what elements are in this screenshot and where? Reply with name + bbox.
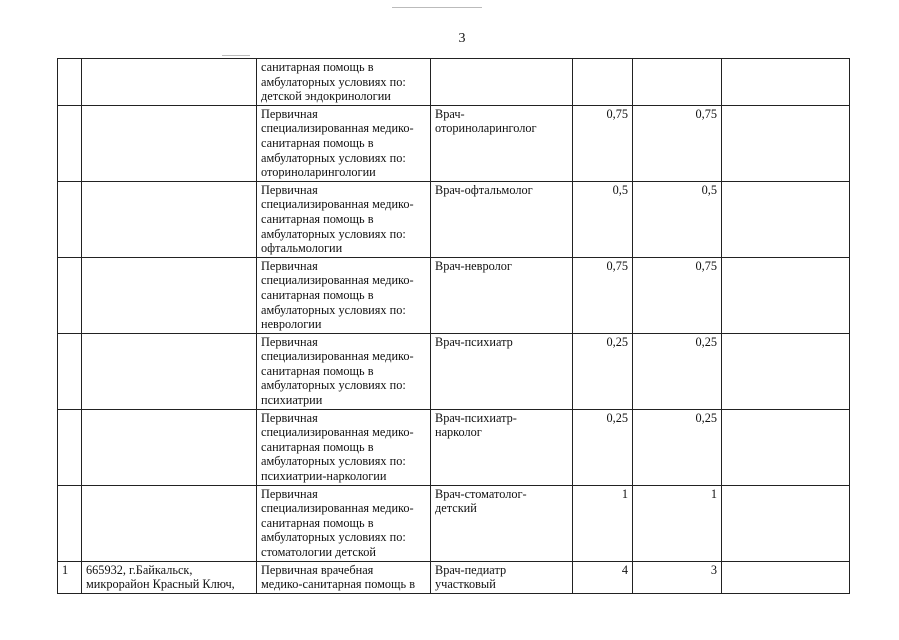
scan-artifact [392, 7, 482, 8]
row-index [58, 257, 82, 333]
address-cell [82, 333, 257, 409]
table-row [58, 105, 850, 181]
value-cell: 0,25 [633, 409, 722, 485]
table-row [58, 181, 850, 257]
value-cell: 0,75 [633, 105, 722, 181]
care-type-cell: Первичная врачебная медико-санитарная помощь в [257, 561, 431, 593]
position-cell: Врач-офтальмолог [431, 181, 573, 257]
value-cell: 1 [573, 485, 633, 561]
position-cell: Врач-психиатр- нарколог [431, 409, 573, 485]
value-cell [633, 59, 722, 106]
value-cell: 0,5 [573, 181, 633, 257]
note-cell [722, 181, 850, 257]
value-cell: 0,25 [573, 333, 633, 409]
note-cell [722, 105, 850, 181]
position-cell [431, 59, 573, 106]
value-cell: 0,75 [633, 257, 722, 333]
table-row [58, 561, 850, 593]
row-index [58, 485, 82, 561]
address-cell [82, 59, 257, 106]
address-cell: 665932, г.Байкальск, микрорайон Красный Ключ, [82, 561, 257, 593]
position-cell: Врач-педиатр участковый [431, 561, 573, 593]
row-index [58, 409, 82, 485]
care-type-cell: Первичная специализированная медико- санитарная помощь в амбулаторных условиях по: офтальмологии [257, 181, 431, 257]
table-row [58, 59, 850, 106]
table-row [58, 333, 850, 409]
value-cell: 0,25 [573, 409, 633, 485]
note-cell [722, 485, 850, 561]
care-type-cell: санитарная помощь в амбулаторных условиях по: детской эндокринологии [257, 59, 431, 106]
table-row [58, 409, 850, 485]
value-cell [573, 59, 633, 106]
care-type-cell: Первичная специализированная медико- санитарная помощь в амбулаторных условиях по: оториноларингологии [257, 105, 431, 181]
note-cell [722, 59, 850, 106]
page-number: 3 [458, 31, 466, 46]
note-cell [722, 561, 850, 593]
row-index [58, 59, 82, 106]
value-cell: 0,75 [573, 105, 633, 181]
care-type-cell: Первичная специализированная медико- санитарная помощь в амбулаторных условиях по: психиатрии [257, 333, 431, 409]
value-cell: 3 [633, 561, 722, 593]
row-index [58, 333, 82, 409]
position-cell: Врач-невролог [431, 257, 573, 333]
note-cell [722, 333, 850, 409]
position-cell: Врач-стоматолог- детский [431, 485, 573, 561]
row-index: 1 [58, 561, 82, 593]
address-cell [82, 485, 257, 561]
value-cell: 0,5 [633, 181, 722, 257]
row-index [58, 105, 82, 181]
care-type-cell: Первичная специализированная медико- санитарная помощь в амбулаторных условиях по: психиатрии-наркологии [257, 409, 431, 485]
care-type-cell: Первичная специализированная медико- санитарная помощь в амбулаторных условиях по: неврологии [257, 257, 431, 333]
table-row [58, 485, 850, 561]
value-cell: 1 [633, 485, 722, 561]
table-row [58, 257, 850, 333]
address-cell [82, 409, 257, 485]
note-cell [722, 257, 850, 333]
address-cell [82, 105, 257, 181]
scan-artifact [222, 55, 250, 56]
value-cell: 0,25 [633, 333, 722, 409]
care-type-cell: Первичная специализированная медико- санитарная помощь в амбулаторных условиях по: стоматологии детской [257, 485, 431, 561]
position-cell: Врач- оториноларинголог [431, 105, 573, 181]
note-cell [722, 409, 850, 485]
address-cell [82, 257, 257, 333]
address-cell [82, 181, 257, 257]
value-cell: 4 [573, 561, 633, 593]
staffing-table [57, 58, 850, 594]
position-cell: Врач-психиатр [431, 333, 573, 409]
row-index [58, 181, 82, 257]
value-cell: 0,75 [573, 257, 633, 333]
